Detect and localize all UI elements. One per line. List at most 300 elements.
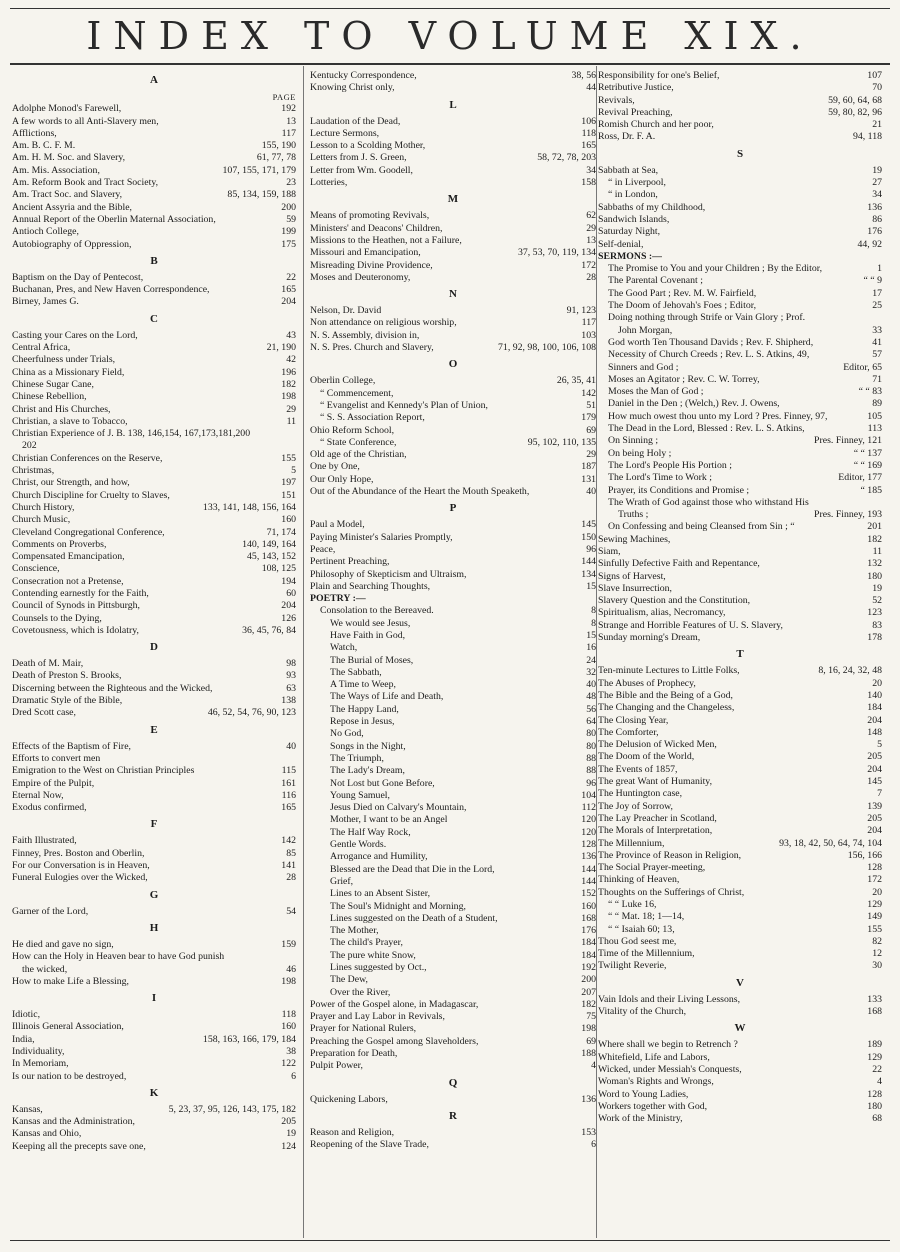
index-entry	[12, 951, 296, 963]
entry-title: Sandwich Islands,	[598, 213, 670, 225]
entry-pages: 13	[286, 115, 296, 127]
index-entry	[598, 1006, 882, 1018]
entry-pages: 105	[867, 410, 882, 422]
entry-title: The Lady's Dream,	[330, 765, 405, 777]
entry-pages: 15	[586, 580, 596, 592]
entry-title: Non attendance on religious worship,	[310, 317, 457, 329]
index-entry	[310, 247, 596, 259]
entry-title: Dred Scott case,	[12, 707, 76, 719]
entry-pages: 59	[286, 213, 296, 225]
entry-pages: 192	[581, 962, 596, 973]
index-entry	[598, 936, 882, 948]
entry-title: Moses and Deuteronomy,	[310, 271, 411, 283]
index-entry	[598, 362, 882, 374]
entry-title: Lines to an Absent Sister,	[330, 888, 431, 900]
entry-title: Counsels to the Dying,	[12, 612, 102, 624]
entry-title: Philosophy of Skepticism and Ultraism,	[310, 568, 467, 580]
index-entry	[310, 864, 596, 876]
index-entry	[12, 670, 296, 682]
entry-title: Death of Preston S. Brooks,	[12, 670, 122, 682]
page-column-header: PAGE	[272, 92, 296, 102]
entry-pages: 93, 18, 42, 50, 64, 74, 104	[779, 837, 882, 849]
entry-pages: 103	[581, 329, 596, 341]
entry-title: John Morgan,	[618, 324, 673, 336]
index-entry	[310, 790, 596, 802]
entry-pages: 98	[286, 658, 296, 670]
index-column-1	[12, 70, 296, 1235]
entry-pages: 161	[281, 777, 296, 789]
entry-pages: Editor, 65	[843, 361, 882, 373]
entry-title: Effects of the Baptism of Fire,	[12, 740, 131, 752]
entry-title: N. S. Pres. Church and Slavery,	[310, 342, 434, 354]
entry-pages: 108, 125	[261, 563, 296, 575]
entry-title: India,	[12, 1033, 35, 1045]
entry-pages: 118	[581, 127, 596, 139]
entry-title: The Dew,	[330, 974, 368, 986]
entry-pages: 24	[586, 654, 596, 666]
entry-pages: 136	[581, 851, 596, 863]
index-entry	[12, 707, 296, 719]
entry-title: Autobiography of Oppression,	[12, 238, 132, 250]
index-entry	[598, 1076, 882, 1088]
entry-pages: 71, 174	[266, 526, 296, 538]
entry-pages: 56	[586, 703, 596, 715]
index-entry	[310, 642, 596, 654]
index-entry	[310, 753, 596, 765]
section-letter: T	[736, 648, 744, 661]
entry-pages: 124	[281, 1140, 296, 1152]
entry-pages: 21	[872, 119, 882, 131]
entry-title: Paying Minister's Salaries Promptly,	[310, 531, 453, 543]
index-entry	[310, 388, 596, 400]
index-entry	[310, 474, 596, 486]
entry-pages: 104	[581, 789, 596, 801]
index-entry	[310, 375, 596, 387]
entry-title: Twilight Reverie,	[598, 960, 667, 972]
index-entry	[310, 1048, 596, 1060]
entry-title: Songs in the Night,	[330, 740, 406, 752]
entry-title: The Half Way Rock,	[330, 826, 411, 838]
entry-title: Where shall we begin to Retrench ?	[598, 1039, 738, 1051]
entry-title: Laudation of the Dead,	[310, 115, 401, 127]
entry-pages: 71, 92, 98, 100, 106, 108	[498, 342, 596, 354]
entry-pages: 26, 35, 41	[556, 375, 596, 387]
section-letter: E	[150, 723, 158, 736]
entry-pages: 112	[581, 802, 596, 814]
entry-pages: 172	[867, 874, 882, 886]
index-entry	[12, 753, 296, 765]
entry-title: “ S. S. Association Report,	[320, 412, 425, 424]
index-entry	[598, 300, 882, 312]
entry-title: Contending earnestly for the Faith,	[12, 587, 149, 599]
index-entry	[598, 690, 882, 702]
section-letter: F	[150, 818, 158, 831]
entry-pages: 17	[872, 287, 882, 299]
index-entry	[598, 813, 882, 825]
index-entry	[598, 275, 882, 287]
entry-pages: 30	[872, 960, 882, 972]
index-entry	[598, 1089, 882, 1101]
entry-title: Strange and Horrible Features of U. S. Slavery,	[598, 619, 783, 631]
entry-pages: 69	[586, 424, 596, 436]
entry-title: Consolation to the Bereaved.	[320, 605, 434, 617]
section-letter: S	[736, 147, 744, 160]
entry-title: China as a Missionary Field,	[12, 366, 125, 378]
entry-title: Spiritualism, alias, Necromancy,	[598, 607, 726, 619]
entry-title: Pulpit Power,	[310, 1060, 363, 1072]
index-entry	[12, 477, 296, 489]
entry-pages: 200	[581, 974, 596, 986]
entry-title: The Abuses of Prophecy,	[598, 677, 696, 689]
index-entry	[310, 987, 596, 999]
entry-pages: 29	[586, 449, 596, 461]
index-entry	[310, 901, 596, 913]
index-entry	[12, 165, 296, 177]
entry-pages: 198	[281, 391, 296, 403]
entry-title: The Soul's Midnight and Morning,	[330, 900, 466, 912]
index-entry	[310, 974, 596, 986]
index-entry	[598, 911, 882, 923]
entry-title: Compensated Emancipation,	[12, 551, 125, 563]
index-entry	[12, 1116, 296, 1128]
index-entry	[12, 465, 296, 477]
entry-pages: 133, 141, 148, 156, 164	[202, 501, 296, 513]
entry-pages: 88	[586, 752, 596, 764]
entry-title: Prayer and Lay Labor in Revivals,	[310, 1011, 445, 1023]
index-entry	[12, 695, 296, 707]
entry-pages: “ 185	[860, 484, 882, 496]
entry-pages	[878, 497, 882, 509]
entry-title: Plain and Searching Thoughts,	[310, 580, 431, 592]
entry-title: N. S. Assembly, division in,	[310, 329, 420, 341]
index-entry	[12, 296, 296, 308]
entry-pages: 136	[581, 1093, 596, 1105]
index-entry	[310, 210, 596, 222]
entry-title: How can the Holy in Heaven bear to have God punish	[12, 951, 225, 963]
index-entry	[310, 425, 596, 437]
section-letter: H	[149, 921, 159, 934]
entry-pages: 94, 118	[852, 131, 882, 143]
entry-title: The Events of 1857,	[598, 763, 678, 775]
entry-title: Individuality,	[12, 1046, 65, 1057]
entry-title: The Good Part ; Rev. M. W. Fairfield,	[608, 287, 757, 299]
entry-title: Missions to the Heathen, not a Failure,	[310, 234, 462, 246]
section-letter: C	[150, 312, 158, 325]
entry-pages: 168	[581, 912, 596, 924]
entry-pages: 189	[867, 1039, 882, 1051]
entry-pages: 8, 16, 24, 32, 48	[818, 665, 882, 677]
entry-pages: 27	[872, 177, 882, 189]
entry-title: Am. H. M. Soc. and Slavery,	[12, 152, 126, 164]
entry-title: Slavery Question and the Constitution,	[598, 595, 751, 607]
index-entry	[12, 964, 296, 976]
index-entry	[310, 235, 596, 247]
entry-pages: 86	[872, 213, 882, 225]
section-letter: A	[150, 74, 158, 86]
entry-pages: 200	[281, 201, 296, 213]
entry-pages: 13	[586, 234, 596, 246]
entry-title: Empire of the Pulpit,	[12, 777, 95, 789]
entry-pages	[292, 440, 296, 452]
entry-title: Oberlin College,	[310, 375, 376, 387]
entry-pages: 120	[581, 826, 596, 838]
index-entry	[12, 778, 296, 790]
index-entry	[310, 765, 596, 777]
entry-pages: 187	[581, 461, 596, 473]
entry-title: Daniel in the Den ; (Welch,) Rev. J. Owens,	[608, 398, 780, 410]
entry-title: The Lord's People His Portion ;	[608, 459, 732, 471]
entry-title: Ten-minute Lectures to Little Folks,	[598, 665, 740, 677]
entry-pages: 29	[286, 403, 296, 415]
entry-title: Birney, James G.	[12, 296, 79, 308]
index-entry	[12, 1058, 296, 1070]
index-entry	[598, 448, 882, 460]
entry-pages: 62	[586, 210, 596, 222]
index-entry	[12, 835, 296, 847]
entry-pages: 131	[581, 473, 596, 485]
entry-pages: 19	[872, 582, 882, 594]
entry-pages: 7	[877, 788, 882, 800]
entry-pages: 205	[281, 1116, 296, 1128]
entry-pages: 85, 134, 159, 188	[227, 189, 296, 201]
entry-title: Preparation for Death,	[310, 1048, 398, 1060]
entry-title: Necessity of Church Creeds ; Rev. L. S. Atkins, 49,	[608, 349, 810, 361]
index-subheading	[310, 593, 596, 605]
index-entry	[310, 449, 596, 461]
index-entry	[310, 741, 596, 753]
index-entry	[12, 330, 296, 342]
entry-pages: 57	[872, 349, 882, 361]
entry-pages: 172	[581, 259, 596, 271]
index-entry	[598, 165, 882, 177]
entry-title: How to make Life a Blessing,	[12, 975, 129, 987]
column-divider	[596, 66, 597, 1238]
index-entry	[598, 727, 882, 739]
entry-title: The Delusion of Wicked Men,	[598, 739, 717, 751]
entry-pages: 44, 92	[857, 238, 882, 250]
index-entry	[598, 1101, 882, 1113]
entry-pages: 85	[286, 847, 296, 859]
index-entry	[598, 82, 882, 94]
index-entry	[598, 472, 882, 484]
entry-title: The Happy Land,	[330, 703, 399, 715]
entry-title: The Dead in the Lord, Blessed : Rev. L. S. Atkins,	[608, 423, 805, 435]
entry-title: The great Want of Humanity,	[598, 776, 713, 788]
entry-title: Repose in Jesus,	[330, 716, 395, 728]
entry-pages: 141	[281, 860, 296, 872]
entry-pages	[292, 951, 296, 963]
entry-pages: 46	[286, 963, 296, 975]
index-entry	[598, 825, 882, 837]
index-entry	[12, 440, 296, 452]
entry-title: Cheerfulness under Trials,	[12, 354, 116, 366]
index-entry	[12, 551, 296, 563]
index-entry	[310, 305, 596, 317]
entry-title: Baptism on the Day of Pentecost,	[12, 271, 144, 283]
entry-pages: 128	[867, 862, 882, 874]
entry-pages: 142	[281, 835, 296, 847]
entry-title: The Ways of Life and Death,	[330, 691, 444, 703]
entry-pages: 151	[281, 489, 296, 501]
entry-title: “ “ Mat. 18; 1—14,	[608, 911, 685, 923]
index-entry	[310, 851, 596, 863]
entry-title: Ross, Dr. F. A.	[598, 131, 656, 143]
index-entry	[598, 386, 882, 398]
index-entry	[598, 423, 882, 435]
entry-pages: 19	[286, 1128, 296, 1140]
entry-title: The Parental Covenant ;	[608, 275, 703, 287]
index-entry	[598, 239, 882, 251]
index-entry	[598, 226, 882, 238]
entry-pages: 204	[281, 296, 296, 308]
entry-pages: 8	[591, 605, 596, 617]
entry-title: The Lord's Time to Work ;	[608, 472, 712, 484]
entry-pages: 19	[872, 164, 882, 176]
index-entry	[310, 165, 596, 177]
entry-pages: Pres. Finney, 121	[814, 435, 882, 447]
entry-pages: 40	[586, 679, 596, 691]
entry-pages: 156, 166	[847, 849, 882, 861]
entry-title: Woman's Rights and Wrongs,	[598, 1076, 714, 1088]
entry-pages: 133	[867, 993, 882, 1005]
entry-pages: 40	[286, 740, 296, 752]
index-entry	[598, 1039, 882, 1051]
entry-title: Antioch College,	[12, 226, 79, 238]
entry-pages: 6	[591, 1139, 596, 1151]
entry-title: Keeping all the precepts save one,	[12, 1140, 146, 1152]
index-entry	[598, 838, 882, 850]
entry-pages: 126	[281, 612, 296, 624]
entry-pages: 42	[286, 354, 296, 366]
index-entry	[12, 976, 296, 988]
entry-title: Discerning between the Righteous and the Wicked,	[12, 682, 213, 694]
entry-title: Lines suggested on the Death of a Student,	[330, 912, 498, 924]
entry-title: Retributive Justice,	[598, 82, 674, 94]
index-entry	[598, 1064, 882, 1076]
index-entry	[598, 702, 882, 714]
entry-pages: 21, 190	[266, 342, 296, 354]
entry-pages: 155, 190	[261, 140, 296, 152]
entry-title: Is our nation to be destroyed,	[12, 1070, 127, 1082]
entry-pages: 152	[581, 888, 596, 900]
entry-pages: 4	[591, 1060, 596, 1072]
index-entry	[310, 913, 596, 925]
index-entry	[12, 600, 296, 612]
entry-pages: 34	[872, 189, 882, 201]
entry-title: “ in London,	[608, 189, 658, 201]
entry-title: Not Lost but Gone Before,	[330, 777, 435, 789]
entry-pages: 165	[281, 284, 296, 296]
entry-title: Moses the Man of God ;	[608, 386, 704, 398]
entry-pages: 160	[281, 514, 296, 526]
entry-title: Council of Synods in Pittsburgh,	[12, 600, 141, 612]
entry-title: Siam,	[598, 545, 621, 557]
entry-pages: 107	[867, 70, 882, 81]
entry-pages: 11	[872, 545, 882, 557]
entry-pages: Pres. Finney, 193	[814, 509, 882, 521]
entry-pages: 22	[872, 1063, 882, 1075]
index-entry	[598, 620, 882, 632]
entry-title: Knowing Christ only,	[310, 82, 395, 94]
entry-pages: 204	[867, 825, 882, 837]
index-entry	[598, 398, 882, 410]
entry-title: 202	[22, 440, 37, 452]
entry-title: Have Faith in God,	[330, 629, 406, 641]
entry-title: The Province of Reason in Religion,	[598, 849, 742, 861]
index-entry	[12, 765, 296, 777]
index-entry	[598, 665, 882, 677]
entry-title: Moses an Agitator ; Rev. C. W. Torrey,	[608, 373, 760, 385]
entry-title: Consecration not a Pretense,	[12, 575, 124, 587]
entry-title: Central Africa,	[12, 342, 71, 354]
index-entry	[12, 502, 296, 514]
index-entry	[310, 82, 596, 94]
entry-pages: 6	[291, 1070, 296, 1082]
entry-title: One by One,	[310, 461, 360, 473]
index-entry	[12, 1034, 296, 1046]
entry-pages: 22	[286, 271, 296, 283]
entry-pages: 138	[281, 695, 296, 707]
index-entry	[310, 330, 596, 342]
section-letter: M	[447, 193, 459, 206]
entry-title: Mother, I want to be an Angel	[330, 814, 448, 826]
entry-title: Garner of the Lord,	[12, 905, 89, 917]
index-entry	[310, 260, 596, 272]
entry-pages: 5	[291, 465, 296, 477]
entry-title: Young Samuel,	[330, 789, 390, 801]
entry-title: Am. Reform Book and Tract Society,	[12, 177, 159, 189]
entry-pages: 63	[286, 682, 296, 694]
index-entry	[598, 325, 882, 337]
index-entry	[310, 140, 596, 152]
entry-title: The Comforter,	[598, 726, 659, 738]
index-entry	[12, 404, 296, 416]
entry-pages: 48	[586, 691, 596, 703]
entry-title: Idiotic,	[12, 1009, 41, 1021]
entry-title: Prayer for National Rulers,	[310, 1023, 417, 1035]
entry-pages: 180	[867, 1100, 882, 1112]
entry-pages: 198	[281, 975, 296, 987]
entry-title: Out of the Abundance of the Heart the Mouth Speaketh,	[310, 486, 530, 498]
index-entry	[310, 486, 596, 498]
index-entry	[598, 924, 882, 936]
entry-title: Doing nothing through Strife or Vain Glory ; Prof.	[608, 312, 806, 324]
index-entry	[310, 950, 596, 962]
entry-pages: 123	[867, 607, 882, 619]
entry-title: Arrogance and Humility,	[330, 851, 428, 863]
entry-pages: 198	[581, 1023, 596, 1035]
entry-title: The Millennium,	[598, 837, 665, 849]
entry-pages: 70	[872, 82, 882, 94]
entry-pages: 142	[581, 387, 596, 399]
entry-pages: 117	[581, 317, 596, 329]
index-entry	[310, 317, 596, 329]
index-entry	[12, 939, 296, 951]
entry-pages: 80	[586, 740, 596, 752]
entry-title: Lecture Sermons,	[310, 127, 380, 139]
entry-pages: 129	[867, 1051, 882, 1063]
entry-pages: 122	[281, 1058, 296, 1070]
entry-pages: 155	[281, 452, 296, 464]
section-letter: N	[449, 288, 457, 301]
entry-pages: 38	[286, 1046, 296, 1057]
entry-pages: 51	[586, 399, 596, 411]
entry-title: God worth Ten Thousand Davids ; Rev. F. Shipherd,	[608, 336, 814, 348]
index-entry	[310, 827, 596, 839]
index-entry	[12, 284, 296, 296]
entry-pages: 80	[586, 728, 596, 740]
entry-title: the wicked,	[22, 963, 68, 975]
